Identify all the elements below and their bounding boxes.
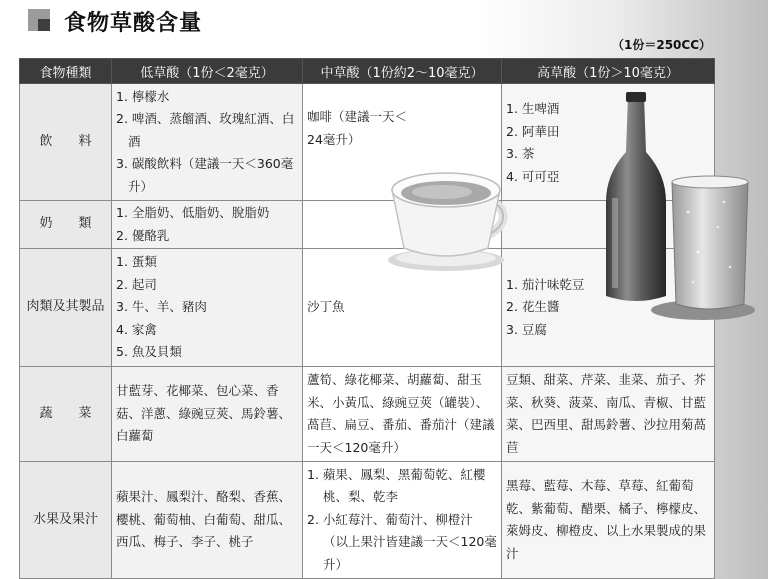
table-row [20,367,715,462]
category-label: 奶 類 [39,216,92,232]
category-label: 肉類及其製品 [26,299,105,315]
list-item: 1. 生啤酒 [506,101,560,116]
list-item: 1. 茄汁味乾豆 [506,276,585,292]
mid-cell [303,462,502,579]
high-cell [502,367,715,462]
low-cell [112,462,303,579]
category-cell [20,84,112,201]
list-item: 2. 小紅莓汁、葡萄汁、柳橙汁（以上果汁皆建議一天＜120毫升） [307,511,497,572]
category-label: 蔬 菜 [39,405,92,421]
list-item: 1. 檸檬水 [116,88,170,104]
beer-bottle-image [598,92,758,324]
category-cell [20,462,112,579]
list-item: 2. 起司 [116,276,157,292]
header-low: 低草酸（1份＜2毫克） [112,59,303,84]
list-item: 2. 啤酒、蒸餾酒、玫瑰紅酒、白酒 [116,111,295,149]
header-high: 高草酸（1份＞10毫克） [502,59,715,84]
list-item: 4. 可可亞 [506,168,560,184]
low-cell [112,201,303,249]
list-item: 3. 豆腐 [506,321,547,337]
mid-cell [303,367,502,462]
category-cell [20,367,112,462]
unit-note: （1份＝250CC） [612,38,712,52]
list-item: 3. 茶 [506,146,535,161]
list-item: 3. 牛、羊、豬肉 [116,299,207,315]
list-item: 2. 優酪乳 [116,227,170,243]
list-item: 3. 碳酸飲料（建議一天＜360毫升） [116,156,294,194]
list-item: 甘藍芽、花椰菜、包心菜、香菇、洋蔥、綠豌豆莢、馬鈴薯、白蘿蔔 [116,383,292,444]
list-item: 1. 全脂奶、低脂奶、脫脂奶 [116,205,270,220]
category-label: 水果及果汁 [32,511,98,527]
table-row [20,462,715,579]
list-item: 蘆筍、綠花椰菜、胡蘿蔔、甜玉米、小黃瓜、綠豌豆莢（罐裝）、萵苣、扁豆、番茄、番茄汁（建議一天＜120毫升） [307,372,495,455]
category-cell [20,249,112,367]
category-cell [20,201,112,249]
list-item: 5. 魚及貝類 [116,344,182,360]
low-cell [112,84,303,201]
header-mid: 中草酸（1份約2～10毫克） [303,59,502,84]
category-label: 飲 料 [39,133,92,149]
list-item: 2. 花生醬 [506,299,560,315]
header-food-type: 食物種類 [20,59,112,84]
low-cell [112,249,303,367]
list-item: 1. 蛋類 [116,254,157,270]
list-item: 2. 阿華田 [506,123,560,139]
list-item: 蘋果汁、鳳梨汁、酪梨、香蕉、櫻桃、葡萄柚、白葡萄、甜瓜、西瓜、梅子、李子、桃子 [116,489,292,550]
page-title: 食物草酸含量 [64,11,203,36]
title-square-icon [38,19,50,31]
list-item: 豆類、甜菜、芹菜、韭菜、茄子、芥菜、秋葵、菠菜、南瓜、青椒、甘藍菜、巴西里、甜馬鈴薯、沙拉用菊萵苣 [506,372,707,455]
low-cell [112,367,303,462]
list-item: 沙丁魚 [307,299,345,315]
coffee-cup-image [380,162,512,274]
header-row [20,59,715,84]
list-item: 4. 家禽 [116,321,157,337]
list-item: 咖啡（建議一天＜24毫升） [307,109,408,147]
high-cell [502,462,715,579]
list-item: 1. 蘋果、鳳梨、黑葡萄乾、紅櫻桃、梨、乾李 [307,466,486,505]
list-item: 黑莓、藍莓、木莓、草莓、紅葡萄乾、紫葡萄、醋栗、橘子、檸檬皮、萊姆皮、柳橙皮、以上水果製成的果汁 [506,478,707,561]
